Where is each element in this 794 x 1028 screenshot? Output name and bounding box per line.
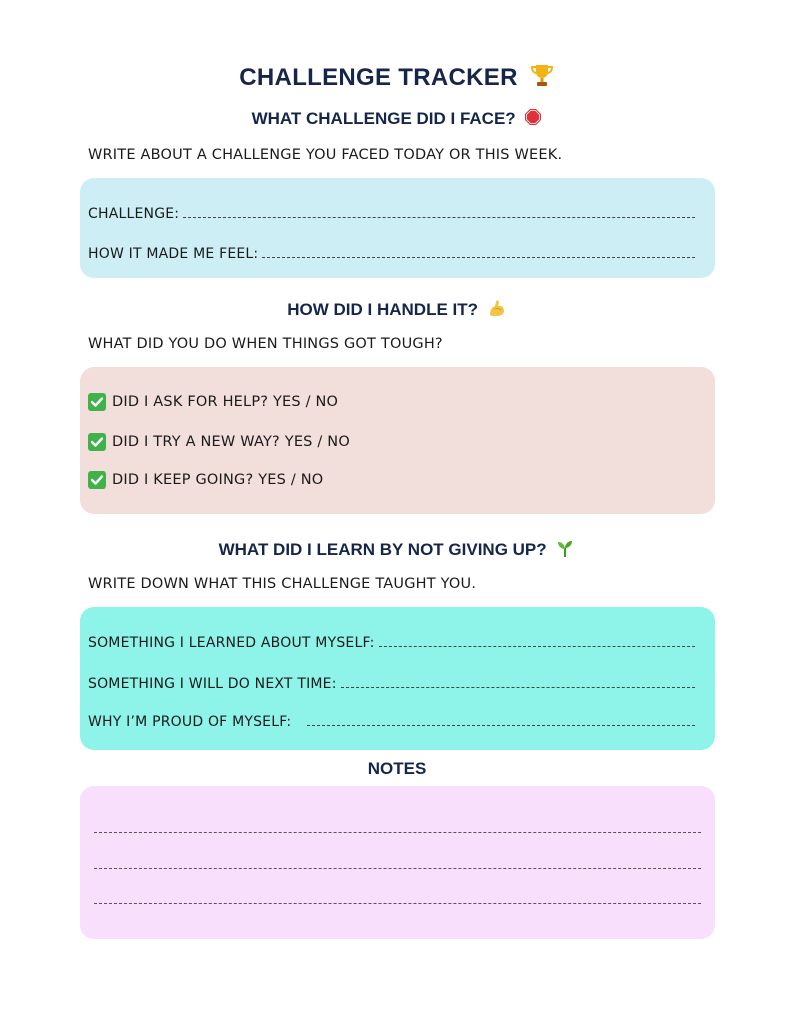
seedling-icon xyxy=(555,538,575,563)
section-heading-text: WHAT CHALLENGE DID I FACE? xyxy=(251,108,516,128)
field-label: HOW IT MADE ME FEEL: xyxy=(88,246,259,262)
section-prompt: WHAT DID YOU DO WHEN THINGS GOT TOUGH? xyxy=(88,336,443,352)
field-label: CHALLENGE: xyxy=(88,206,180,222)
trophy-icon xyxy=(529,62,555,95)
checklist-item[interactable] xyxy=(88,471,323,489)
checklist-item-label: DID I ASK FOR HELP? YES / NO xyxy=(112,394,339,410)
checkmark-icon xyxy=(88,471,106,489)
stop-sign-icon xyxy=(524,108,542,131)
checklist-item[interactable] xyxy=(88,433,350,451)
title-text: CHALLENGE TRACKER xyxy=(239,63,518,91)
notes-box[interactable] xyxy=(80,786,715,939)
section-prompt: WRITE DOWN WHAT THIS CHALLENGE TAUGHT YOU. xyxy=(88,576,477,592)
section-heading-learn xyxy=(0,538,794,563)
field-label: SOMETHING I LEARNED ABOUT MYSELF: xyxy=(88,635,375,651)
challenge-box xyxy=(80,178,715,278)
checklist-item-label: DID I KEEP GOING? YES / NO xyxy=(112,472,324,488)
checkmark-icon xyxy=(88,393,106,411)
field-label: SOMETHING I WILL DO NEXT TIME: xyxy=(88,676,337,692)
note-line xyxy=(94,832,701,833)
section-heading-text: HOW DID I HANDLE IT? xyxy=(287,299,479,319)
proud-field[interactable] xyxy=(88,714,695,730)
learn-box xyxy=(80,607,715,750)
write-line xyxy=(341,687,695,688)
write-line xyxy=(379,646,695,647)
handle-box xyxy=(80,367,715,514)
note-line xyxy=(94,868,701,869)
section-heading-challenge xyxy=(0,108,794,131)
feeling-field[interactable] xyxy=(88,246,695,262)
note-line xyxy=(94,903,701,904)
write-line xyxy=(262,257,695,258)
checkmark-icon xyxy=(88,433,106,451)
next-time-field[interactable] xyxy=(88,676,695,692)
challenge-field[interactable] xyxy=(88,206,695,222)
learned-field[interactable] xyxy=(88,635,695,651)
checklist-item[interactable] xyxy=(88,393,338,411)
write-line xyxy=(183,217,695,218)
field-label: WHY I’M PROUD OF MYSELF: xyxy=(88,714,292,730)
page-title xyxy=(0,62,794,95)
section-heading-handle xyxy=(0,298,794,323)
write-line xyxy=(307,725,695,726)
checklist-item-label: DID I TRY A NEW WAY? YES / NO xyxy=(112,434,350,450)
flexed-biceps-icon xyxy=(487,298,507,323)
section-prompt: WRITE ABOUT A CHALLENGE YOU FACED TODAY OR THIS WEEK. xyxy=(88,147,563,163)
notes-heading: NOTES xyxy=(367,759,427,778)
section-heading-text: WHAT DID I LEARN BY NOT GIVING UP? xyxy=(218,539,547,559)
